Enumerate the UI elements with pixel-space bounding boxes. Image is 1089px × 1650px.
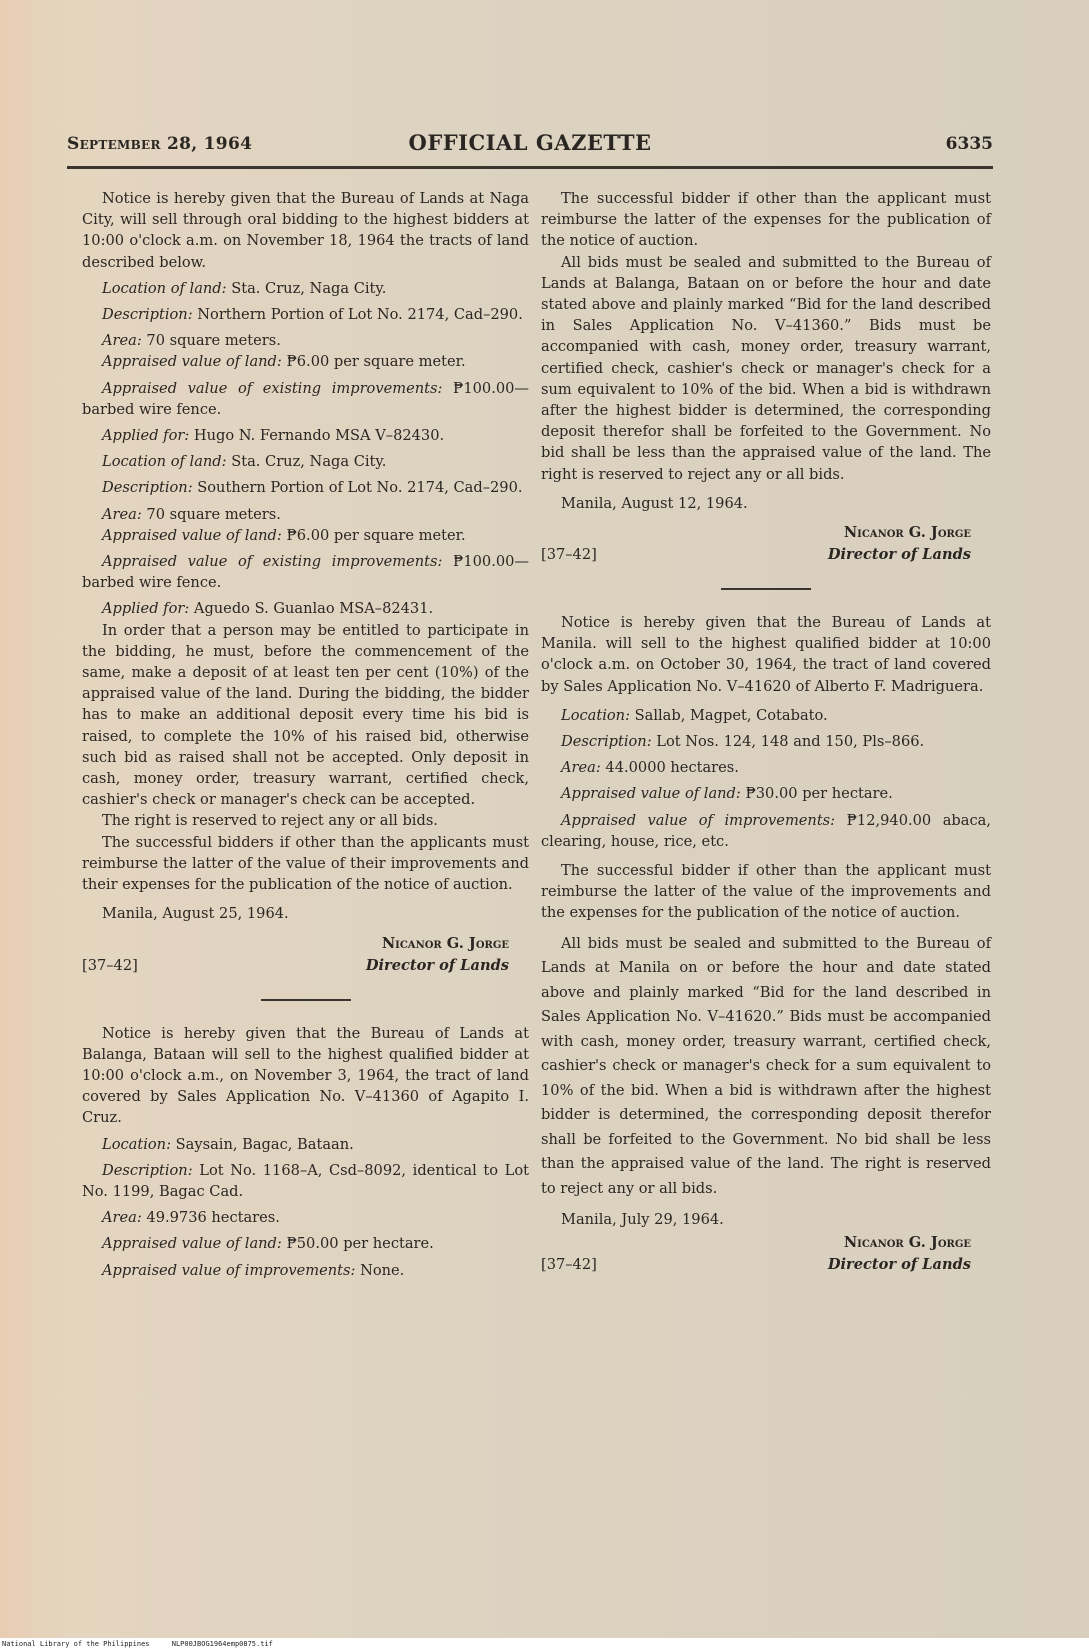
notice-manila-intro: Notice is hereby given that the Bureau of Lands at Manila. will sell to the highest qualified bidder at 10:00 o'clock a.m. on October 30, 1964, the tract of land covered by Sales Application No. V–41620 of Alberto F. Madriguera. — [541, 614, 991, 695]
value: 70 square meters. — [146, 332, 281, 350]
lot1-value-land — [82, 351, 529, 372]
manila-reimburse: The successful bidder if other than the applicant must reimburse the latter of the value of the improvements and the expenses for the publication of the notice of auction. — [541, 862, 991, 922]
left-column — [82, 188, 529, 1281]
reimburse-paragraph: The successful bidders if other than the applicants must reimburse the latter of the value of their improvements and their expenses for the publication of the notice of auction. — [82, 833, 529, 894]
signer-name: Nicanor G. Jorge — [843, 524, 971, 542]
lot2-area — [82, 504, 529, 525]
lot1-applied — [82, 425, 529, 446]
label: Appraised value of land: — [102, 353, 282, 371]
notice-date: Manila, July 29, 1964. — [561, 1211, 724, 1229]
signer-title: Director of Lands — [827, 1256, 971, 1274]
balanga-reimburse: The successful bidder if other than the applicant must reimburse the latter of the expenses for the publication of the notice of auction. — [541, 190, 991, 250]
value: ₱100.00—barbed wire fence. — [82, 379, 529, 418]
lot1-area — [82, 330, 529, 351]
notice-date: Manila, August 12, 1964. — [561, 494, 748, 512]
balanga-description — [82, 1160, 529, 1202]
reserve-paragraph: The right is reserved to reject any or all bids. — [102, 812, 438, 830]
label: Applied for: — [102, 427, 190, 445]
manila-value-land — [541, 783, 991, 804]
label: Appraised value of land: — [102, 1235, 282, 1253]
value: ₱100.00—barbed wire fence. — [82, 553, 529, 592]
value: Lot No. 1168–A, Csd–8092, identical to Lot No. 1199, Bagac Cad. — [82, 1161, 530, 1200]
value: 70 square meters. — [146, 505, 281, 523]
value: Sallab, Magpet, Cotabato. — [634, 706, 828, 724]
label: Appraised value of improvements: — [561, 811, 836, 829]
notice-naga-intro: Notice is hereby given that the Bureau of Lands at Naga City, will sell through oral bidding to the highest bidders at 10:00 o'clock a.m. on November 18, 1964 the tracts of land described below. — [82, 190, 529, 271]
label: Location: — [561, 706, 630, 724]
signature-block — [541, 522, 991, 568]
signer-name: Nicanor G. Jorge — [843, 1234, 971, 1252]
signature-block — [541, 1232, 991, 1278]
manila-description — [541, 731, 991, 752]
header-rule — [67, 166, 993, 169]
label: Appraised value of improvements: — [102, 1261, 356, 1279]
value: Northern Portion of Lot No. 2174, Cad–290. — [197, 306, 523, 324]
value: Saysain, Bagac, Bataan. — [175, 1135, 354, 1153]
label: Area: — [102, 1209, 142, 1227]
label: Description: — [561, 733, 652, 751]
header-date: September 28, 1964 — [67, 134, 253, 154]
lot1-location — [82, 278, 529, 299]
manila-value-improvements — [541, 810, 991, 852]
label: Location: — [102, 1135, 171, 1153]
label: Applied for: — [102, 600, 190, 618]
signer-title: Director of Lands — [827, 546, 971, 564]
label: Area: — [561, 759, 601, 777]
value: ₱30.00 per hectare. — [745, 785, 893, 803]
lot2-value-improvements — [82, 551, 529, 593]
right-column — [541, 188, 991, 1278]
label: Description: — [102, 306, 193, 324]
value: Sta. Cruz, Naga City. — [231, 453, 387, 471]
value: 44.0000 hectares. — [605, 759, 739, 777]
label: Location of land: — [102, 279, 227, 297]
page-header — [67, 130, 993, 164]
signature-block — [82, 933, 529, 979]
balanga-area — [82, 1207, 529, 1228]
label: Appraised value of existing improvements: — [102, 379, 443, 397]
label: Location of land: — [102, 453, 227, 471]
lot2-location — [82, 451, 529, 472]
value: Hugo N. Fernando MSA V–82430. — [193, 427, 445, 445]
signer-title: Director of Lands — [365, 956, 509, 974]
value: ₱6.00 per square meter. — [286, 353, 466, 371]
value: ₱6.00 per square meter. — [286, 526, 466, 544]
balanga-value-improvements — [82, 1260, 529, 1281]
value: Lot Nos. 124, 148 and 150, Pls–866. — [656, 733, 925, 751]
issue-code: [37–42] — [541, 546, 597, 564]
balanga-location — [82, 1134, 529, 1155]
label: Appraised value of land: — [561, 785, 741, 803]
value: Southern Portion of Lot No. 2174, Cad–290. — [197, 479, 523, 497]
value: ₱50.00 per hectare. — [286, 1235, 434, 1253]
issue-code: [37–42] — [541, 1256, 597, 1274]
signer-name: Nicanor G. Jorge — [381, 934, 509, 952]
manila-location — [541, 705, 991, 726]
scan-footer — [0, 1638, 1089, 1650]
library-credit: National Library of the Philippines — [2, 1640, 150, 1648]
label: Area: — [102, 332, 142, 350]
publication-title: OFFICIAL GAZETTE — [408, 130, 652, 155]
value: 49.9736 hectares. — [146, 1209, 280, 1227]
label: Area: — [102, 505, 142, 523]
label: Appraised value of existing improvements: — [102, 553, 443, 571]
notice-separator — [721, 588, 811, 590]
value: Aguedo S. Guanlao MSA–82431. — [193, 600, 434, 618]
label: Appraised value of land: — [102, 526, 282, 544]
issue-code: [37–42] — [82, 956, 138, 974]
value: Sta. Cruz, Naga City. — [231, 279, 387, 297]
lot1-value-improvements — [82, 378, 529, 420]
lot2-applied — [82, 598, 529, 619]
manila-bids: All bids must be sealed and submitted to the Bureau of Lands at Manila on or before the hour and date stated above and plainly marked “Bid for the land described in Sales Application No. V–41620.” Bids must be accompanied with cash, money order, treasury warrant, certified check, cashier's check or manager's check for a sum equivalent to 10% of the bid. When a bid is withdrawn after the highest bidder is determined, the corresponding deposit therefor shall be forfeited to the Government. No bid shall be less than the appraised value of the land. The right is reserved to reject any or all bids. — [541, 934, 991, 1197]
balanga-value-land — [82, 1233, 529, 1254]
label: Description: — [102, 479, 193, 497]
lot1-description — [82, 304, 529, 325]
manila-area — [541, 757, 991, 778]
value: ₱12,940.00 abaca, clearing, house, rice, etc. — [541, 811, 991, 850]
label: Description: — [102, 1161, 193, 1179]
lot2-value-land — [82, 525, 529, 546]
balanga-bids: All bids must be sealed and submitted to the Bureau of Lands at Balanga, Bataan on or before the hour and date stated above and plainly marked “Bid for the land described in Sales Application No. V–41360.” Bids must be accompanied with cash, money order, treasury warrant, certified check, cashier's check or manager's check for a sum equivalent to 10% of the bid. When a bid is withdrawn after the highest bidder is determined, the corresponding deposit therefor shall be forfeited to the Government. No bid shall be less than the appraised value of the land. The right is reserved to reject any or all bids. — [541, 253, 991, 483]
notice-date: Manila, August 25, 1964. — [102, 905, 289, 923]
notice-balanga-intro: Notice is hereby given that the Bureau of Lands at Balanga, Bataan will sell to the highest qualified bidder at 10:00 o'clock a.m., on November 3, 1964, the tract of land covered by Sales Application No. V–41360 of Agapito I. Cruz. — [82, 1024, 529, 1127]
scan-filename: NLP00JBOG1964emp0875.tif — [171, 1640, 273, 1648]
lot2-description — [82, 477, 529, 498]
notice-separator — [261, 999, 351, 1001]
page-number: 6335 — [945, 134, 993, 154]
deposit-paragraph: In order that a person may be entitled to participate in the bidding, he must, before the commencement of the same, make a deposit of at least ten per cent (10%) of the appraised value of the land. During the bidding, the bidder has to make an additional deposit every time his bid is raised, to complete the 10% of his raised bid, otherwise such bid as raised shall not be accepted. Only deposit in cash, money order, treasury warrant, certified check, cashier's check or manager's check can be accepted. — [82, 621, 529, 809]
value: None. — [360, 1261, 405, 1279]
